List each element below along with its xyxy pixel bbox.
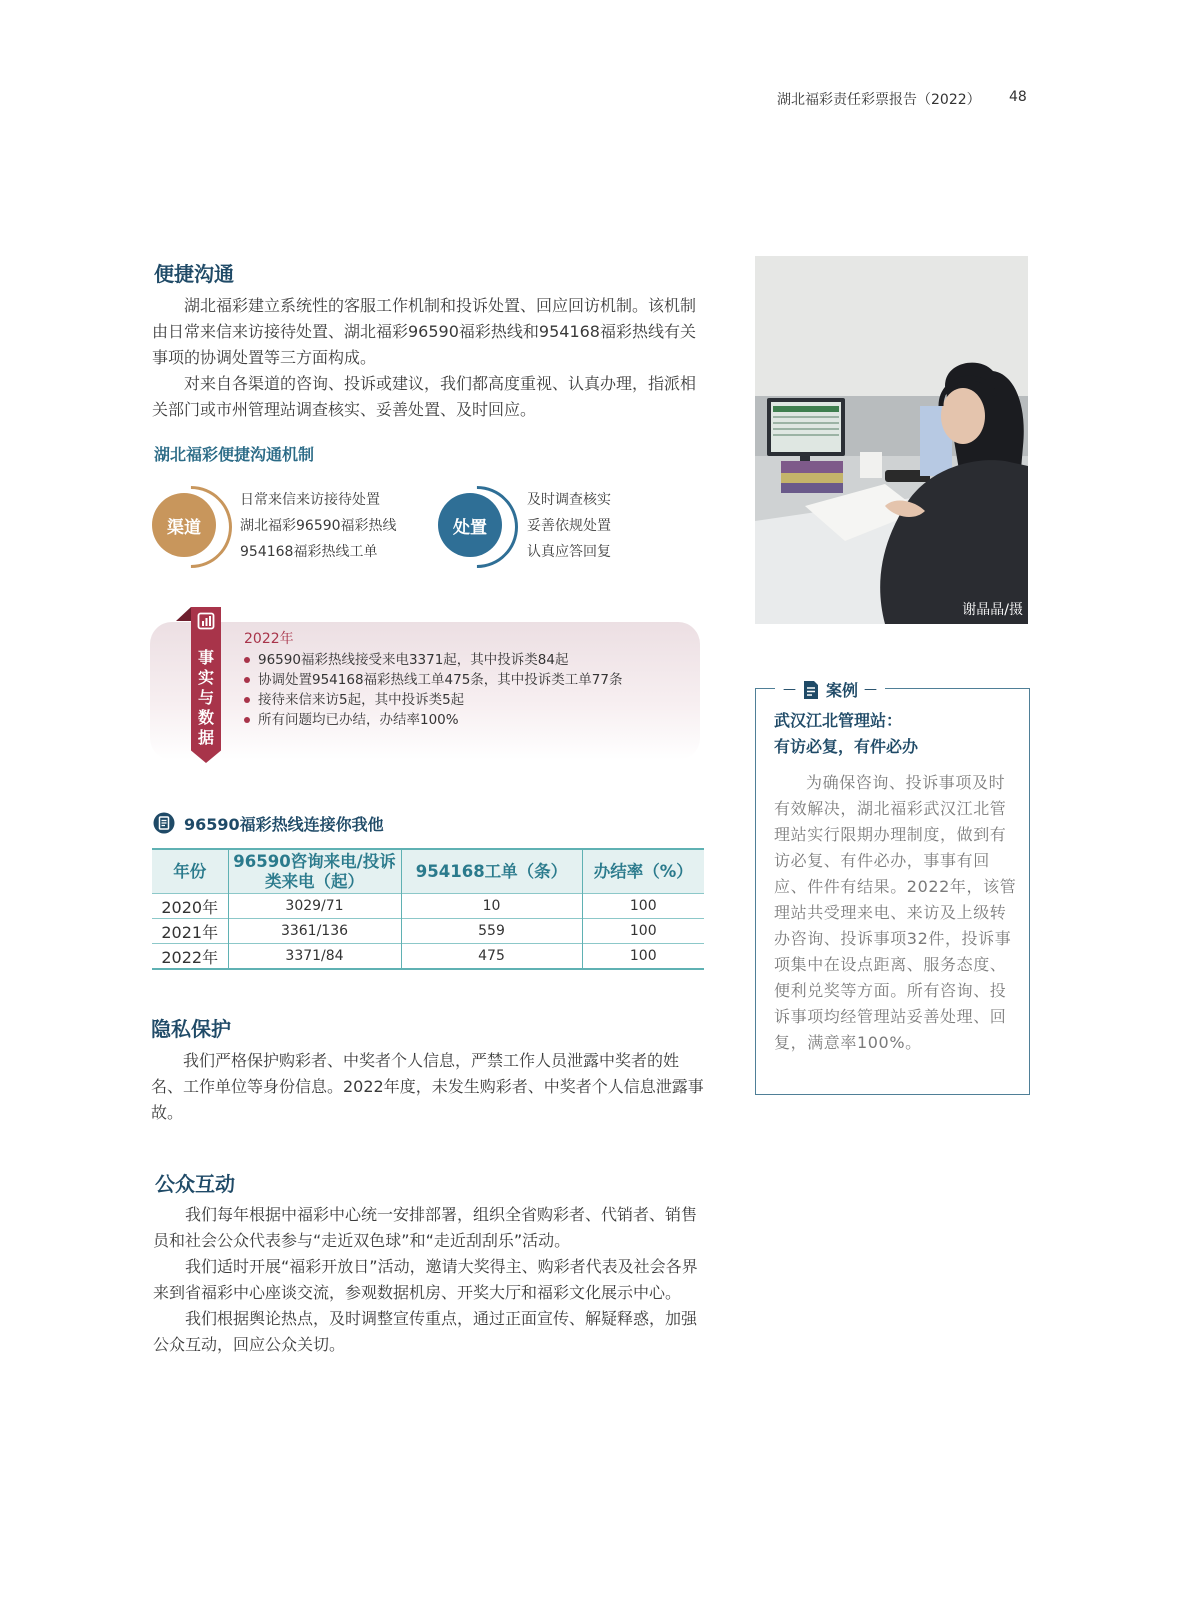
list-item: 妥善依规处置 xyxy=(527,518,611,534)
paragraph: 我们适时开展“福彩开放日”活动，邀请大奖得主、购彩者代表及社会各界来到省福彩中心座谈交流，参观数据机房、开奖大厅和福彩文化展示中心。 xyxy=(153,1257,698,1302)
column-header: 年份 xyxy=(152,849,228,894)
table-cell: 2021年 xyxy=(152,919,228,944)
table-cell: 2022年 xyxy=(152,944,228,970)
column-header: 96590咨询来电/投诉类来电（起） xyxy=(228,849,401,894)
section-title-public-interaction: 公众互动 xyxy=(155,1172,235,1196)
section-title-privacy: 隐私保护 xyxy=(151,1017,231,1041)
handling-list xyxy=(527,487,611,565)
section2-body xyxy=(151,1048,704,1126)
paragraph: 我们根据舆论热点，及时调整宣传重点，通过正面宣传、解疑释惑，加强公众互动，回应公众关切。 xyxy=(153,1309,698,1354)
facts-year: 2022年 xyxy=(244,631,294,647)
list-item: 954168福彩热线工单 xyxy=(240,544,378,560)
fact-item: 所有问题均已办结，办结率100% xyxy=(244,710,622,730)
dash-icon: — xyxy=(783,682,796,697)
case-label-text: 案例 xyxy=(826,681,859,700)
table-cell: 100 xyxy=(582,894,704,919)
table-cell: 2020年 xyxy=(152,894,228,919)
section-title-convenient-communication: 便捷沟通 xyxy=(154,262,234,286)
section3-body xyxy=(153,1202,704,1358)
chart-icon xyxy=(197,612,215,630)
case-title-line: 有访必复，有件必办 xyxy=(774,737,919,756)
table-row xyxy=(152,944,704,970)
case-body xyxy=(774,770,1017,1056)
table-cell: 100 xyxy=(582,944,704,970)
report-title: 湖北福彩责任彩票报告（2022） xyxy=(777,92,981,108)
table-row xyxy=(152,894,704,919)
ribbon-char: 事 xyxy=(197,648,214,667)
document-icon xyxy=(802,680,820,700)
table-cell: 3361/136 xyxy=(228,919,401,944)
case-title-line: 武汉江北管理站： xyxy=(774,711,903,730)
list-item: 日常来信来访接待处置 xyxy=(240,492,380,508)
table-cell: 475 xyxy=(401,944,582,970)
table-cell: 559 xyxy=(401,919,582,944)
photo-credit: 谢晶晶/摄 xyxy=(962,602,1023,618)
case-title xyxy=(774,708,918,760)
section1-body xyxy=(152,293,704,423)
table-cell: 100 xyxy=(582,919,704,944)
paragraph: 我们严格保护购彩者、中奖者个人信息，严禁工作人员泄露中奖者的姓名、工作单位等身份信息。2022年度，未发生购彩者、中奖者个人信息泄露事故。 xyxy=(151,1051,704,1122)
paragraph: 湖北福彩建立系统性的客服工作机制和投诉处置、回应回访机制。该机制由日常来信来访接待处置、湖北福彩96590福彩热线和954168福彩热线有关事项的协调处置等三方面构成。 xyxy=(152,296,697,367)
call-center-photo xyxy=(755,256,1028,624)
ribbon-char: 数 xyxy=(197,708,214,727)
handling-badge: 处置 xyxy=(438,493,502,557)
ribbon-char: 据 xyxy=(197,728,214,747)
column-header: 办结率（%） xyxy=(582,849,704,894)
table-title: 96590福彩热线连接你我他 xyxy=(184,815,384,834)
channel-list xyxy=(240,487,397,565)
paragraph: 为确保咨询、投诉事项及时有效解决，湖北福彩武汉江北管理站实行限期办理制度，做到有访必复、有件必办，事事有回应、件件有结果。2022年，该管理站共受理来电、来访及上级转办咨询、投诉事项32件，投诉事项集中在设点距离、服务态度、便利兑奖等方面。所有咨询、投诉事项均经管理站妥善处理、回复，满意率100%。 xyxy=(774,773,1017,1052)
paragraph: 对来自各渠道的咨询、投诉或建议，我们都高度重视、认真办理，指派相关部门或市州管理站调查核实、妥善处置、及时回应。 xyxy=(152,374,697,419)
ribbon-label xyxy=(191,648,221,748)
fact-item: 96590福彩热线接受来电3371起，其中投诉类84起 xyxy=(244,650,622,670)
hotline-table xyxy=(152,848,704,970)
fact-item: 接待来信来访5起，其中投诉类5起 xyxy=(244,690,622,710)
page-number: 48 xyxy=(1009,89,1027,105)
table-row xyxy=(152,919,704,944)
fact-item: 协调处置954168福彩热线工单475条，其中投诉类工单77条 xyxy=(244,670,622,690)
ribbon-char: 实 xyxy=(197,668,214,687)
paragraph: 我们每年根据中福彩中心统一安排部署，组织全省购彩者、代销者、销售员和社会公众代表参与“走近双色球”和“走近刮刮乐”活动。 xyxy=(153,1205,698,1250)
ribbon-char: 与 xyxy=(197,688,214,707)
table-cell: 3371/84 xyxy=(228,944,401,970)
ribbon-fold xyxy=(176,607,191,621)
list-item: 认真应答回复 xyxy=(527,544,611,560)
table-header-row xyxy=(152,849,704,894)
facts-list xyxy=(244,650,622,730)
column-header: 954168工单（条） xyxy=(401,849,582,894)
list-item: 及时调查核实 xyxy=(527,492,611,508)
mechanism-title: 湖北福彩便捷沟通机制 xyxy=(154,445,315,464)
case-label xyxy=(775,678,885,701)
document-icon xyxy=(153,812,175,834)
table-cell: 3029/71 xyxy=(228,894,401,919)
dash-icon: — xyxy=(864,682,878,697)
list-item: 湖北福彩96590福彩热线 xyxy=(240,518,397,534)
channel-badge: 渠道 xyxy=(152,493,216,557)
table-cell: 10 xyxy=(401,894,582,919)
